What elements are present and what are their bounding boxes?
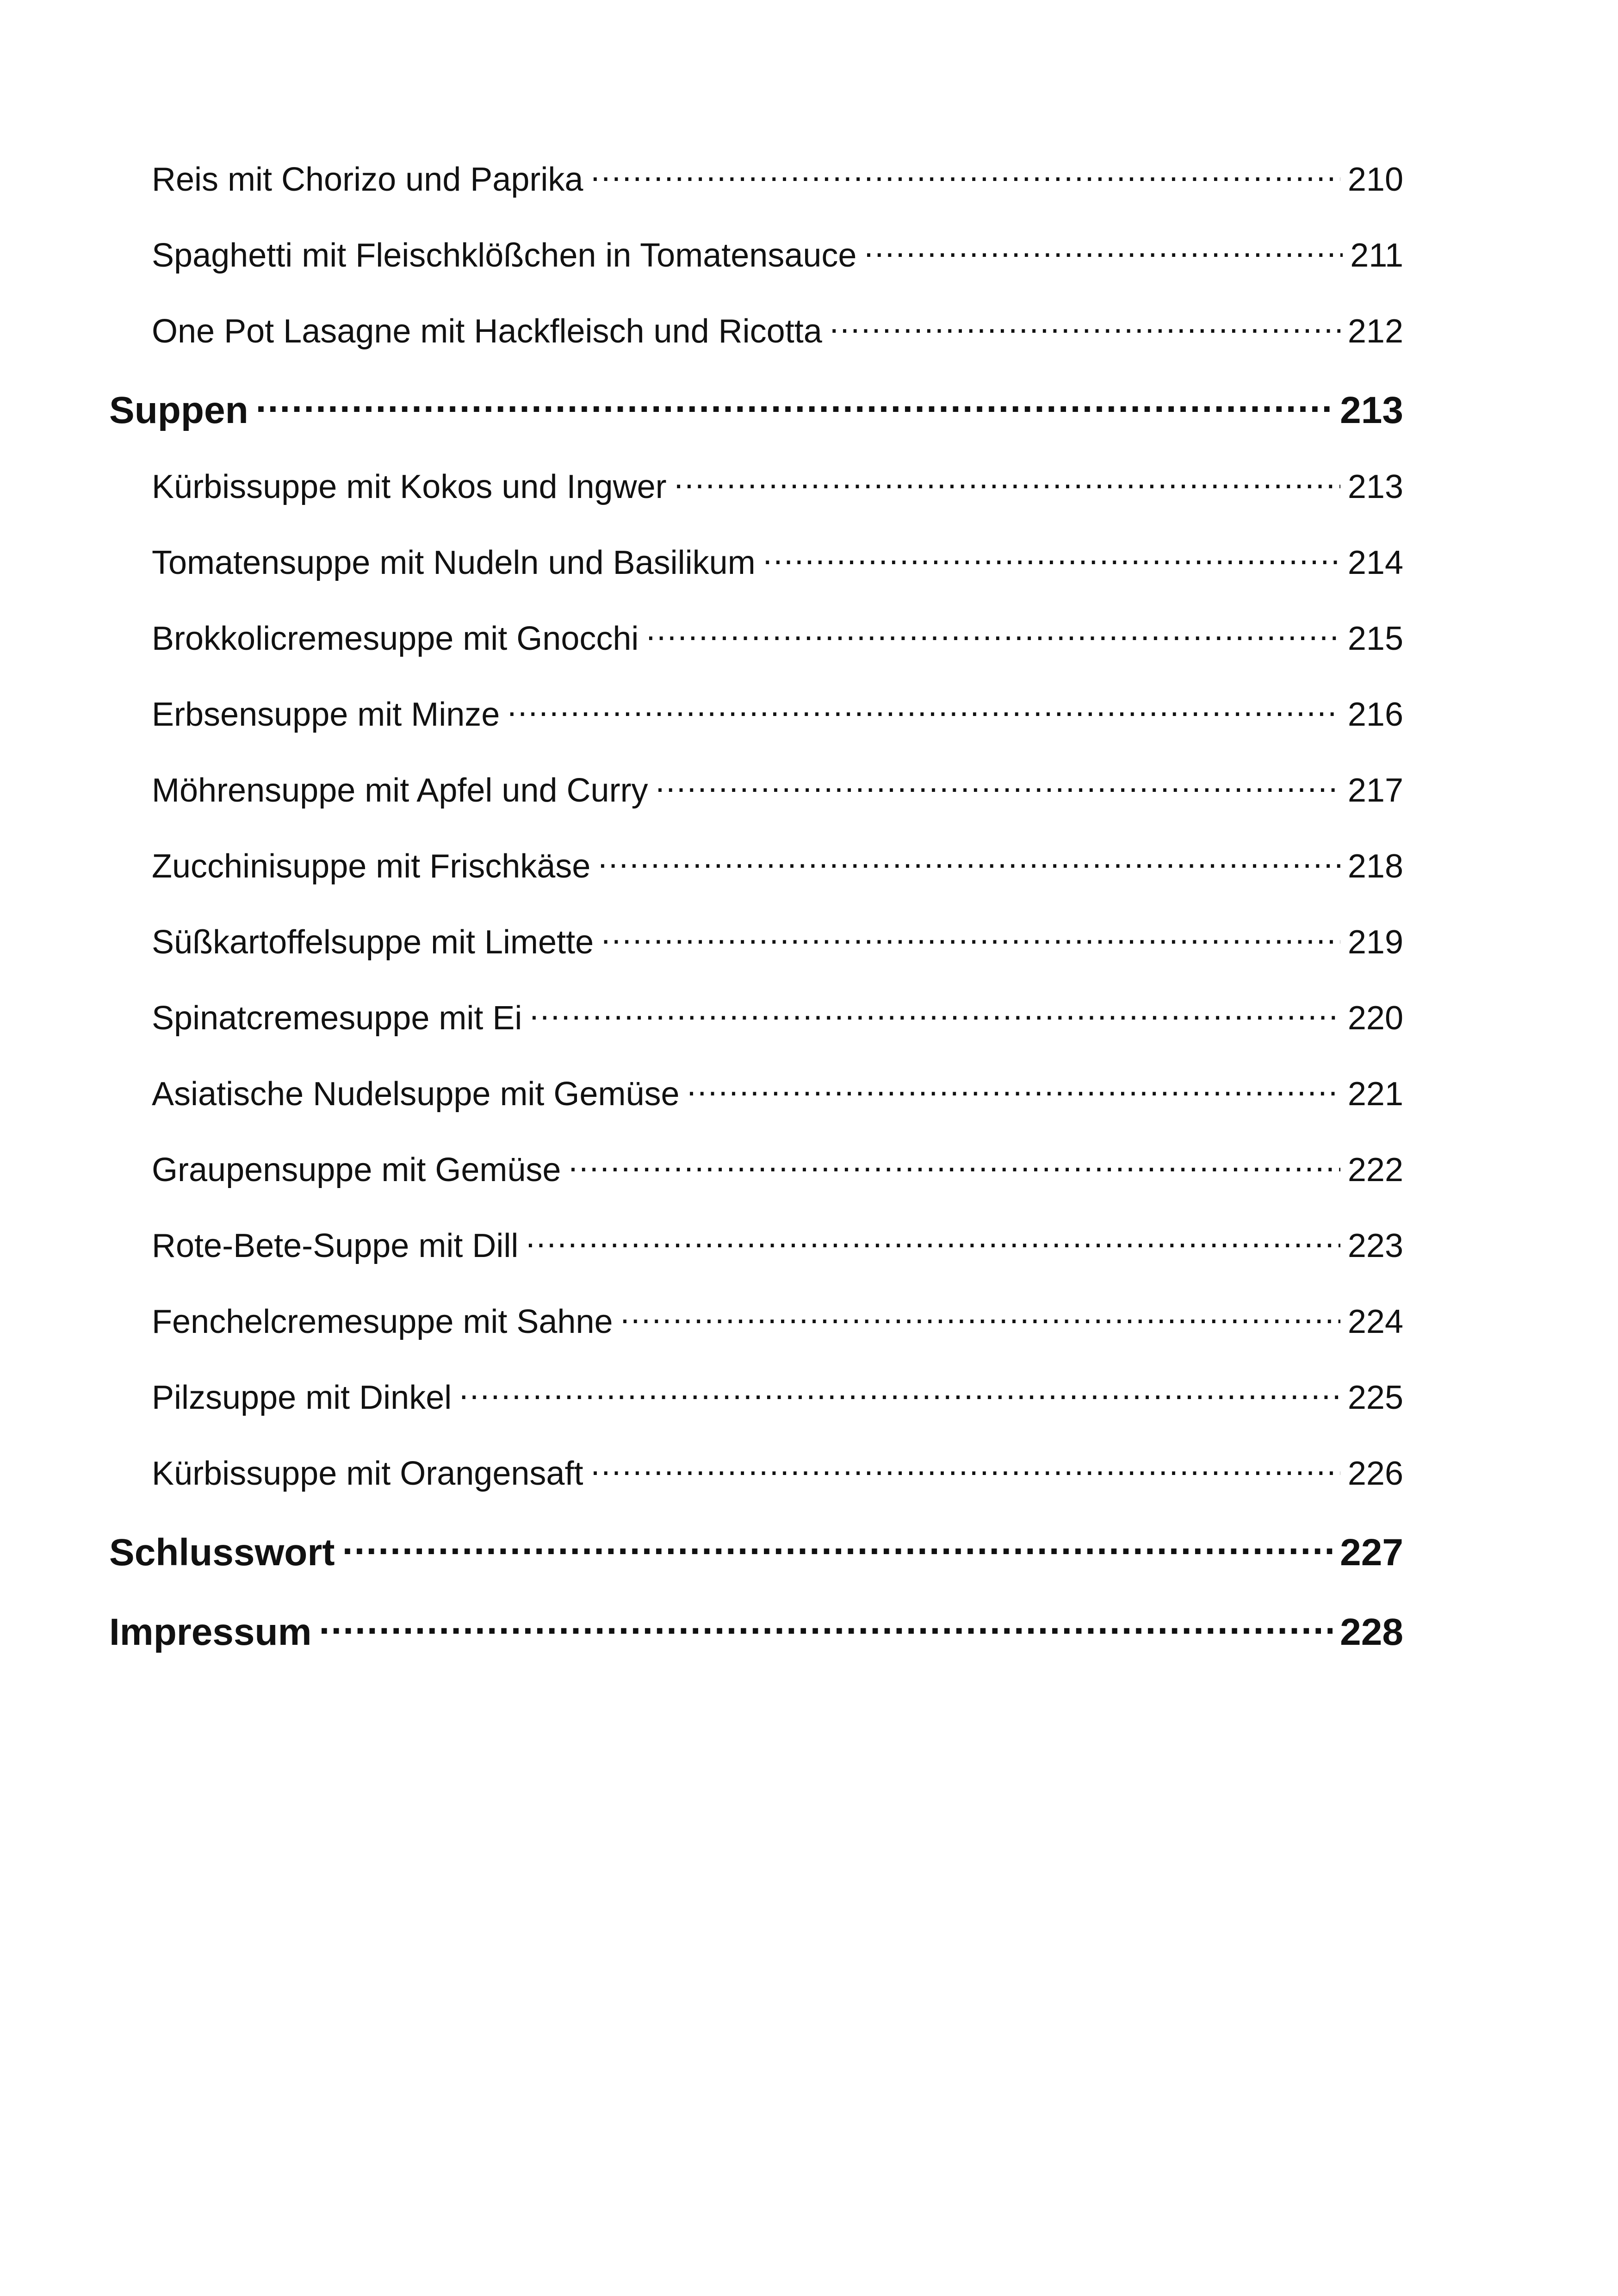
toc-chapter-page: 213 [1340, 389, 1403, 431]
dot-leader [590, 157, 1340, 191]
toc-entry[interactable] [109, 616, 1403, 692]
toc-entry[interactable] [109, 541, 1403, 616]
toc-entry-page: 222 [1347, 1151, 1403, 1188]
toc-entry[interactable] [109, 1300, 1403, 1375]
dot-leader [763, 541, 1340, 574]
toc-entry-title: Kürbissuppe mit Kokos und Ingwer [152, 468, 667, 505]
toc-entry-page: 217 [1347, 772, 1403, 809]
dot-leader [529, 996, 1340, 1029]
dot-leader [256, 385, 1333, 423]
toc-entry[interactable] [109, 465, 1403, 541]
dot-leader [590, 1451, 1340, 1485]
dot-leader [646, 616, 1340, 650]
toc-entry[interactable] [109, 996, 1403, 1072]
toc-entry-title: Asiatische Nudelsuppe mit Gemüse [152, 1076, 680, 1113]
toc-entry-title: Kürbissuppe mit Orangensaft [152, 1455, 583, 1492]
toc-entry-title: Möhrensuppe mit Apfel und Curry [152, 772, 648, 809]
toc-entry-title: Tomatensuppe mit Nudeln und Basilikum [152, 544, 756, 581]
toc-entry-page: 215 [1347, 620, 1403, 657]
toc-entry[interactable] [109, 157, 1403, 233]
toc-entry-page: 212 [1347, 313, 1403, 350]
dot-leader [864, 233, 1343, 267]
toc-entry-title: Spinatcremesuppe mit Ei [152, 1000, 522, 1037]
dot-leader [620, 1300, 1340, 1333]
toc-entry[interactable] [109, 1451, 1403, 1527]
toc-entry-title: Rote-Bete-Suppe mit Dill [152, 1227, 519, 1264]
toc-entry[interactable] [109, 768, 1403, 844]
toc-entry-page: 226 [1347, 1455, 1403, 1492]
toc-entry-page: 214 [1347, 544, 1403, 581]
toc-chapter-page: 228 [1340, 1611, 1403, 1653]
toc-entry[interactable] [109, 692, 1403, 768]
dot-leader [526, 1224, 1340, 1257]
toc-entry[interactable] [109, 1224, 1403, 1300]
toc-chapter-entry[interactable] [109, 385, 1403, 465]
toc-entry-page: 220 [1347, 1000, 1403, 1037]
toc-chapter-title: Suppen [109, 389, 248, 431]
toc-chapter-title: Impressum [109, 1611, 312, 1653]
toc-entry-title: Brokkolicremesuppe mit Gnocchi [152, 620, 639, 657]
dot-leader [568, 1148, 1340, 1181]
toc-entry[interactable] [109, 920, 1403, 996]
toc-entry-title: One Pot Lasagne mit Hackfleisch und Ricotta [152, 313, 822, 350]
toc-entry-page: 213 [1347, 468, 1403, 505]
toc-entry-page: 225 [1347, 1379, 1403, 1416]
toc-entry[interactable] [109, 844, 1403, 920]
toc-entry-title: Pilzsuppe mit Dinkel [152, 1379, 452, 1416]
dot-leader [674, 465, 1340, 498]
toc-entry-page: 219 [1347, 924, 1403, 961]
dot-leader [507, 692, 1340, 726]
toc-entry-page: 210 [1347, 161, 1403, 198]
dot-leader [656, 768, 1340, 802]
table-of-contents [109, 157, 1403, 1686]
toc-entry[interactable] [109, 233, 1403, 309]
toc-entry-title: Zucchinisuppe mit Frischkäse [152, 848, 591, 885]
toc-entry[interactable] [109, 309, 1403, 385]
toc-entry-title: Spaghetti mit Fleischklößchen in Tomatensauce [152, 237, 857, 274]
toc-chapter-title: Schlusswort [109, 1531, 335, 1574]
toc-entry-title: Reis mit Chorizo und Paprika [152, 161, 583, 198]
toc-chapter-entry[interactable] [109, 1527, 1403, 1607]
toc-entry-title: Süßkartoffelsuppe mit Limette [152, 924, 594, 961]
toc-entry-page: 224 [1347, 1303, 1403, 1340]
dot-leader [598, 844, 1340, 877]
toc-entry-page: 211 [1350, 237, 1403, 274]
dot-leader [687, 1072, 1340, 1105]
toc-entry[interactable] [109, 1072, 1403, 1148]
toc-entry-title: Graupensuppe mit Gemüse [152, 1151, 561, 1188]
toc-entry-page: 221 [1347, 1076, 1403, 1113]
dot-leader [319, 1607, 1333, 1645]
toc-entry[interactable] [109, 1375, 1403, 1451]
toc-entry[interactable] [109, 1148, 1403, 1224]
toc-chapter-entry[interactable] [109, 1607, 1403, 1686]
dot-leader [342, 1527, 1333, 1565]
dot-leader [459, 1375, 1340, 1409]
toc-entry-page: 216 [1347, 696, 1403, 733]
toc-entry-title: Fenchelcremesuppe mit Sahne [152, 1303, 613, 1340]
dot-leader [601, 920, 1340, 953]
toc-chapter-page: 227 [1340, 1531, 1403, 1574]
dot-leader [830, 309, 1340, 342]
toc-entry-title: Erbsensuppe mit Minze [152, 696, 500, 733]
toc-entry-page: 223 [1347, 1227, 1403, 1264]
toc-entry-page: 218 [1347, 848, 1403, 885]
